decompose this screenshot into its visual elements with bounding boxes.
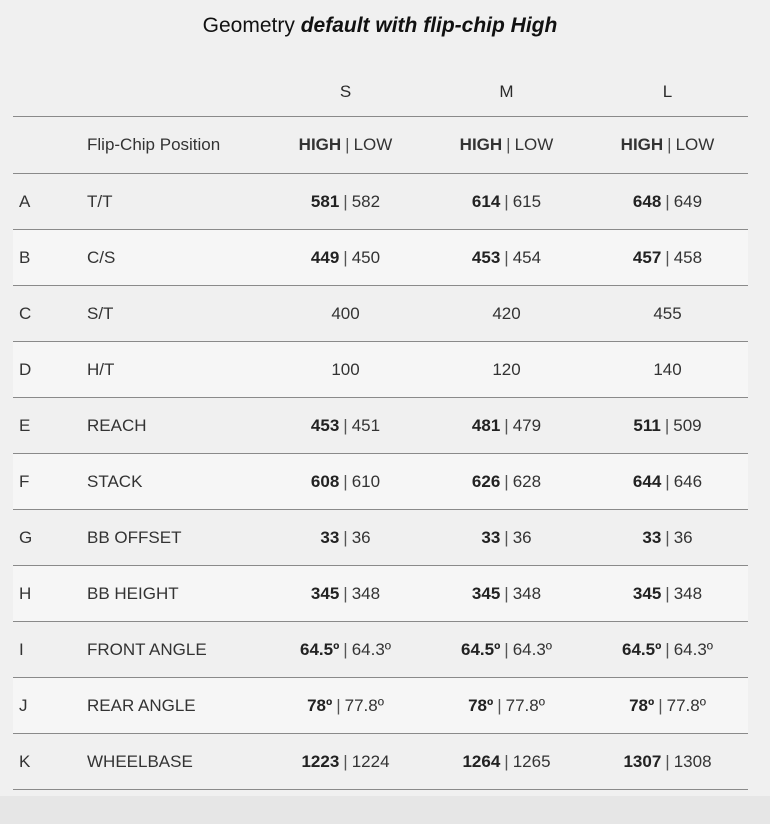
value-separator: | [504,527,509,547]
flip-chip-high: HIGH [298,135,342,154]
value-separator: | [343,639,348,659]
header-empty-letter [13,67,87,117]
low-value: 582 [351,191,381,211]
size-value-cell [426,454,587,510]
high-value: 64.5º [460,639,501,659]
row-letter: C [13,286,87,342]
value-separator: | [504,191,509,211]
size-value-cell [426,342,587,398]
table-row [13,398,748,454]
low-value: 450 [351,247,381,267]
size-value-cell [587,398,748,454]
high-value: 1223 [301,751,340,771]
low-value: 36 [351,527,371,547]
value-separator: | [665,191,670,211]
flip-chip-low: LOW [514,135,554,154]
high-value: 648 [632,191,662,211]
single-value: 455 [653,303,682,323]
size-value-cell [426,510,587,566]
size-value-cell [265,622,426,678]
size-value-cell [265,678,426,734]
low-value: 1265 [512,751,551,771]
low-value: 64.3º [673,639,713,659]
row-letter: J [13,678,87,734]
size-value-cell [426,174,587,230]
size-value-cell [265,566,426,622]
low-value: 348 [673,583,703,603]
low-value: 610 [351,471,381,491]
flip-chip-low: LOW [353,135,393,154]
value-separator: | [504,247,509,267]
row-letter: H [13,566,87,622]
table-row [13,342,748,398]
size-value-cell [265,286,426,342]
row-label: C/S [87,230,265,286]
high-value: 614 [471,191,501,211]
size-header-m: M [426,67,587,117]
single-value: 100 [331,359,360,379]
flip-chip-header-row [13,117,748,174]
low-value: 458 [673,247,703,267]
table-row [13,510,748,566]
value-separator: | [343,527,348,547]
value-separator: | [658,695,663,715]
value-separator: | [665,471,670,491]
value-separator: | [497,695,502,715]
low-value: 64.3º [512,639,552,659]
flip-chip-label: Flip-Chip Position [87,117,265,174]
low-value: 64.3º [351,639,391,659]
table-row [13,622,748,678]
size-value-cell [587,342,748,398]
table-row [13,678,748,734]
low-value: 615 [512,191,542,211]
row-letter: I [13,622,87,678]
high-value: 581 [310,191,340,211]
high-value: 78º [629,695,655,715]
high-value: 78º [307,695,333,715]
single-value: 120 [492,359,521,379]
value-separator: | [504,471,509,491]
low-value: 509 [673,415,702,435]
low-value: 646 [673,471,703,491]
size-header-l: L [587,67,748,117]
flip-chip-sep: | [506,135,511,154]
value-separator: | [665,639,670,659]
value-separator: | [665,583,670,603]
high-value: 78º [468,695,494,715]
geometry-table [13,67,748,790]
low-value: 77.8º [505,695,545,715]
table-row [13,286,748,342]
size-value-cell [587,622,748,678]
high-value: 345 [310,583,340,603]
row-label: REACH [87,398,265,454]
row-letter: A [13,174,87,230]
high-value: 345 [471,583,501,603]
high-value: 449 [310,247,340,267]
row-label: BB OFFSET [87,510,265,566]
size-value-cell [265,734,426,790]
high-value: 345 [632,583,662,603]
table-row [13,566,748,622]
size-value-cell [426,734,587,790]
low-value: 77.8º [666,695,706,715]
row-label: BB HEIGHT [87,566,265,622]
low-value: 628 [512,471,542,491]
size-value-cell [265,510,426,566]
value-separator: | [504,751,509,771]
high-value: 511 [633,415,661,435]
value-separator: | [336,695,341,715]
high-value: 64.5º [621,639,662,659]
low-value: 1224 [351,751,390,771]
value-separator: | [664,415,670,435]
value-separator: | [504,415,509,435]
size-value-cell [587,566,748,622]
table-row [13,174,748,230]
row-letter: G [13,510,87,566]
low-value: 1308 [673,751,712,771]
low-value: 36 [512,527,532,547]
size-value-cell [265,342,426,398]
value-separator: | [343,471,348,491]
high-value: 626 [471,471,501,491]
table-row [13,454,748,510]
row-label: T/T [87,174,265,230]
value-separator: | [343,583,348,603]
size-header-row [13,67,748,117]
size-value-cell [587,174,748,230]
row-letter: B [13,230,87,286]
size-value-cell [426,286,587,342]
value-separator: | [665,247,670,267]
high-value: 1307 [623,751,662,771]
size-value-cell [587,510,748,566]
single-value: 420 [492,303,521,323]
flip-chip-l [587,117,748,174]
row-letter: K [13,734,87,790]
single-value: 140 [653,359,682,379]
row-label: H/T [87,342,265,398]
value-separator: | [343,247,348,267]
high-value: 1264 [462,751,501,771]
flip-chip-m [426,117,587,174]
size-value-cell [426,230,587,286]
header-empty-label [87,67,265,117]
row-letter: E [13,398,87,454]
low-value: 77.8º [344,695,384,715]
high-value: 457 [632,247,662,267]
value-separator: | [665,527,670,547]
size-value-cell [265,230,426,286]
high-value: 608 [310,471,340,491]
title-prefix: Geometry [202,14,295,37]
flip-chip-sep: | [667,135,672,154]
low-value: 36 [673,527,693,547]
low-value: 479 [512,415,542,435]
low-value: 451 [351,415,381,435]
row-label: STACK [87,454,265,510]
value-separator: | [665,751,670,771]
high-value: 453 [310,415,340,435]
size-value-cell [587,454,748,510]
table-row [13,230,748,286]
low-value: 348 [351,583,381,603]
size-value-cell [265,398,426,454]
low-value: 348 [512,583,542,603]
size-value-cell [426,678,587,734]
value-separator: | [343,415,348,435]
high-value: 481 [471,415,501,435]
row-label: REAR ANGLE [87,678,265,734]
high-value: 33 [642,527,662,547]
flip-chip-low: LOW [675,135,715,154]
size-value-cell [265,454,426,510]
row-letter: F [13,454,87,510]
high-value: 33 [320,527,340,547]
flip-chip-sep: | [345,135,350,154]
bottom-bar [0,796,770,824]
header-empty-letter-2 [13,117,87,174]
size-value-cell [426,622,587,678]
high-value: 33 [481,527,501,547]
value-separator: | [343,191,348,211]
size-value-cell [587,734,748,790]
size-value-cell [426,566,587,622]
row-label: WHEELBASE [87,734,265,790]
single-value: 400 [331,303,360,323]
low-value: 649 [673,191,703,211]
value-separator: | [504,583,509,603]
size-value-cell [265,174,426,230]
high-value: 453 [471,247,501,267]
low-value: 454 [512,247,542,267]
size-value-cell [587,230,748,286]
size-value-cell [426,398,587,454]
size-value-cell [587,678,748,734]
size-header-s: S [265,67,426,117]
value-separator: | [504,639,509,659]
high-value: 64.5º [299,639,340,659]
high-value: 644 [632,471,662,491]
title-emphasis: default with flip-chip High [300,14,558,37]
row-label: S/T [87,286,265,342]
table-row [13,734,748,790]
flip-chip-high: HIGH [459,135,503,154]
row-label: FRONT ANGLE [87,622,265,678]
row-letter: D [13,342,87,398]
page-title [0,14,760,38]
flip-chip-s [265,117,426,174]
value-separator: | [343,751,348,771]
size-value-cell [587,286,748,342]
flip-chip-high: HIGH [620,135,664,154]
